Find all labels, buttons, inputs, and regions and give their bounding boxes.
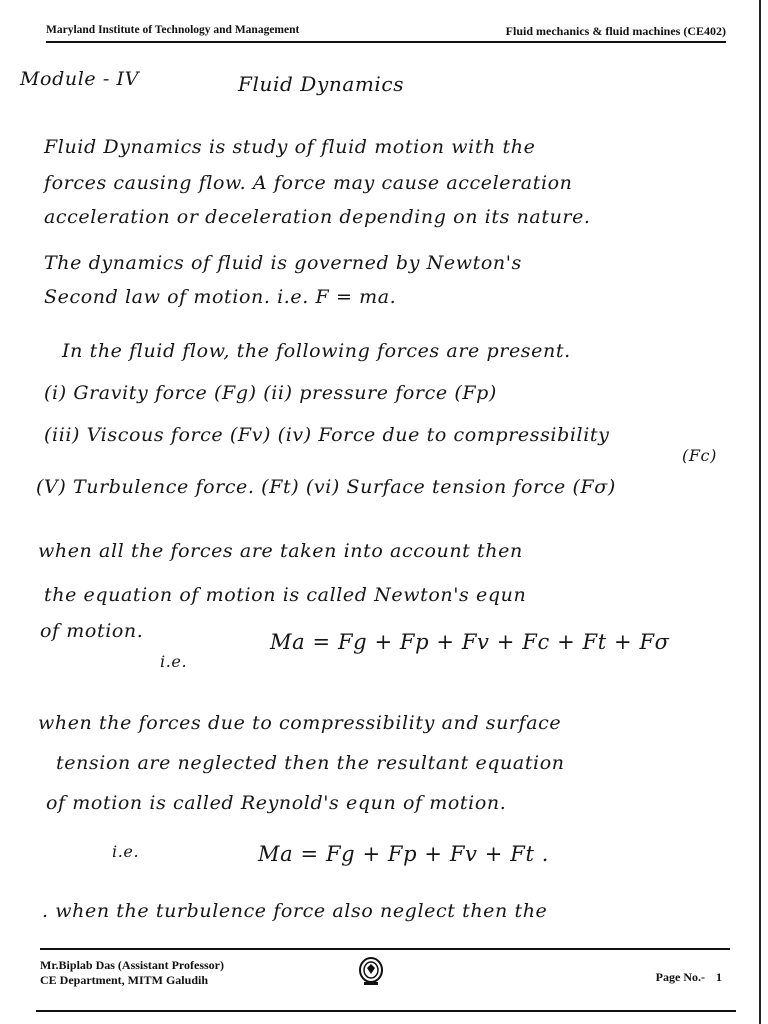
note-line: i.e. bbox=[112, 842, 140, 861]
page-header bbox=[46, 22, 726, 48]
note-line: i.e. bbox=[160, 652, 188, 671]
bottom-rule bbox=[36, 1010, 736, 1012]
note-line: the equation of motion is called Newton's equn bbox=[44, 584, 527, 606]
note-line: forces causing flow. A force may cause acceleration bbox=[44, 172, 573, 194]
page-footer bbox=[40, 948, 730, 1008]
author-block bbox=[40, 958, 224, 988]
course-title: Fluid mechanics & fluid machines (CE402) bbox=[505, 24, 726, 38]
note-line: Second law of motion. i.e. F = ma. bbox=[44, 286, 397, 308]
note-line: . when the turbulence force also neglect then the bbox=[42, 900, 548, 922]
note-line: acceleration or deceleration depending on its nature. bbox=[44, 206, 591, 228]
note-line: (iii) Viscous force (Fv) (iv) Force due to compressibility bbox=[44, 424, 610, 446]
note-line: Fluid Dynamics is study of fluid motion with the bbox=[44, 136, 536, 158]
footer-rule bbox=[40, 948, 730, 950]
equation-newton: Ma = Fg + Fp + Fv + Fc + Ft + Fσ bbox=[270, 630, 670, 654]
page-title: Fluid Dynamics bbox=[238, 72, 405, 96]
page-number bbox=[656, 970, 722, 985]
note-line: tension are neglected then the resultant equation bbox=[56, 752, 565, 774]
note-line: of motion is called Reynold's equn of motion. bbox=[46, 792, 507, 814]
page-label: Page No.- bbox=[655, 970, 705, 984]
header-rule bbox=[46, 41, 726, 43]
note-line: when all the forces are taken into account then bbox=[38, 540, 523, 562]
institute-seal-icon bbox=[358, 956, 384, 986]
note-line: (V) Turbulence force. (Ft) (vi) Surface tension force (Fσ) bbox=[36, 476, 616, 498]
page-right-edge bbox=[759, 0, 761, 1024]
page-number-value: 1 bbox=[716, 970, 722, 984]
note-line: In the fluid flow, the following forces are present. bbox=[62, 340, 571, 362]
author-name: Mr.Biplab Das (Assistant Professor) bbox=[40, 958, 225, 972]
department-name: CE Department, MITM Galudih bbox=[40, 973, 208, 987]
note-line: of motion. bbox=[40, 620, 144, 642]
note-line: (i) Gravity force (Fg) (ii) pressure force (Fp) bbox=[44, 382, 497, 404]
note-line: (Fc) bbox=[682, 446, 717, 465]
equation-reynolds: Ma = Fg + Fp + Fv + Ft . bbox=[258, 842, 550, 866]
note-line: when the forces due to compressibility and surface bbox=[38, 712, 562, 734]
note-line: The dynamics of fluid is governed by Newton's bbox=[44, 252, 522, 274]
module-label: Module - IV bbox=[20, 68, 139, 90]
institute-name: Maryland Institute of Technology and Management bbox=[46, 24, 300, 36]
